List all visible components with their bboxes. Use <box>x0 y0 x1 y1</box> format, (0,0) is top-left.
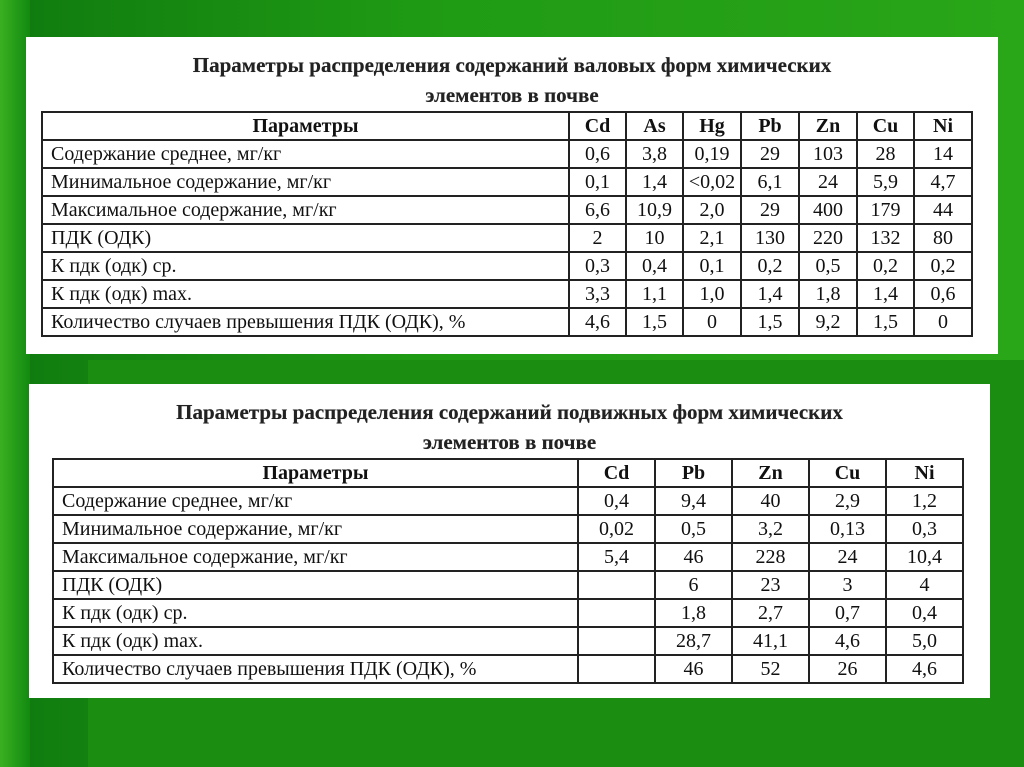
table-cell: 1,4 <box>741 280 799 308</box>
table-row <box>42 252 972 280</box>
table-cell: 0,02 <box>578 515 655 543</box>
table-row <box>53 515 963 543</box>
table-row <box>53 627 963 655</box>
row-label: К пдк (одк) max. <box>42 280 569 308</box>
table-cell: 0,7 <box>809 599 886 627</box>
table-cell: <0,02 <box>683 168 741 196</box>
table-row <box>42 224 972 252</box>
table-cell: 1,8 <box>799 280 857 308</box>
table-cell: 46 <box>655 655 732 683</box>
table-cell: 6 <box>655 571 732 599</box>
table-cell: 14 <box>914 140 972 168</box>
row-label: К пдк (одк) max. <box>53 627 578 655</box>
mobile-forms-title <box>29 397 990 457</box>
table-cell: 5,0 <box>886 627 963 655</box>
table-cell <box>578 599 655 627</box>
gross-forms-title <box>26 50 998 110</box>
table-cell: 0,6 <box>569 140 626 168</box>
row-label: Максимальное содержание, мг/кг <box>42 196 569 224</box>
table-cell: 0,6 <box>914 280 972 308</box>
table-header-row <box>42 112 972 140</box>
gross-forms-table <box>41 111 973 337</box>
table-row <box>42 308 972 336</box>
table-cell: 0,13 <box>809 515 886 543</box>
table-cell: 1,5 <box>626 308 683 336</box>
table-cell: 1,1 <box>626 280 683 308</box>
table-row <box>53 487 963 515</box>
table-cell: 52 <box>732 655 809 683</box>
column-header-as: As <box>626 112 683 140</box>
row-label: Максимальное содержание, мг/кг <box>53 543 578 571</box>
row-label: Минимальное содержание, мг/кг <box>53 515 578 543</box>
table-cell: 44 <box>914 196 972 224</box>
table-row <box>42 168 972 196</box>
table-cell: 1,2 <box>886 487 963 515</box>
table-cell: 0,3 <box>886 515 963 543</box>
table-cell: 1,5 <box>741 308 799 336</box>
table-cell: 1,4 <box>626 168 683 196</box>
table-row <box>53 655 963 683</box>
table-cell: 80 <box>914 224 972 252</box>
table-row <box>53 571 963 599</box>
table-row <box>53 543 963 571</box>
table-cell: 0,1 <box>569 168 626 196</box>
column-header-zn: Zn <box>799 112 857 140</box>
table-row <box>53 599 963 627</box>
table-cell: 4,7 <box>914 168 972 196</box>
table-cell: 0,5 <box>799 252 857 280</box>
table-cell: 10 <box>626 224 683 252</box>
table-cell: 1,8 <box>655 599 732 627</box>
column-header-ni: Ni <box>914 112 972 140</box>
table-cell: 6,1 <box>741 168 799 196</box>
table-cell: 2,1 <box>683 224 741 252</box>
column-header-cd: Cd <box>569 112 626 140</box>
table-cell: 0,2 <box>741 252 799 280</box>
table-cell <box>578 571 655 599</box>
row-label: ПДК (ОДК) <box>53 571 578 599</box>
mobile-forms-title-line1: Параметры распределения содержаний подвижных форм химических <box>176 400 843 424</box>
table-cell: 9,2 <box>799 308 857 336</box>
column-header-cu: Cu <box>857 112 914 140</box>
table-cell: 0,4 <box>626 252 683 280</box>
table-header-row <box>53 459 963 487</box>
table-cell: 24 <box>809 543 886 571</box>
table-cell: 0 <box>683 308 741 336</box>
table-cell: 4 <box>886 571 963 599</box>
table-cell: 3,3 <box>569 280 626 308</box>
table-cell: 28,7 <box>655 627 732 655</box>
table-cell: 9,4 <box>655 487 732 515</box>
table-cell: 28 <box>857 140 914 168</box>
table-cell: 23 <box>732 571 809 599</box>
table-cell: 26 <box>809 655 886 683</box>
table-cell: 179 <box>857 196 914 224</box>
table-cell: 0,1 <box>683 252 741 280</box>
table-cell: 0,3 <box>569 252 626 280</box>
table-cell: 220 <box>799 224 857 252</box>
table-cell: 3,2 <box>732 515 809 543</box>
table-cell: 132 <box>857 224 914 252</box>
table-cell: 2,9 <box>809 487 886 515</box>
table-cell: 41,1 <box>732 627 809 655</box>
table-cell: 10,4 <box>886 543 963 571</box>
table-cell: 29 <box>741 140 799 168</box>
row-label: ПДК (ОДК) <box>42 224 569 252</box>
table-row <box>42 280 972 308</box>
table-cell: 2,0 <box>683 196 741 224</box>
table-cell: 5,9 <box>857 168 914 196</box>
table-cell: 6,6 <box>569 196 626 224</box>
table-cell <box>578 627 655 655</box>
column-header-parameters: Параметры <box>42 112 569 140</box>
table-cell: 0,19 <box>683 140 741 168</box>
table-cell: 4,6 <box>809 627 886 655</box>
table-cell: 228 <box>732 543 809 571</box>
table-cell: 29 <box>741 196 799 224</box>
table-cell: 1,5 <box>857 308 914 336</box>
table-cell: 10,9 <box>626 196 683 224</box>
table-cell: 0 <box>914 308 972 336</box>
column-header-ni: Ni <box>886 459 963 487</box>
column-header-cu: Cu <box>809 459 886 487</box>
table-cell: 1,0 <box>683 280 741 308</box>
table-cell: 0,4 <box>578 487 655 515</box>
row-label: К пдк (одк) ср. <box>53 599 578 627</box>
table-cell: 4,6 <box>569 308 626 336</box>
column-header-pb: Pb <box>655 459 732 487</box>
mobile-forms-title-line2: элементов в почве <box>422 430 597 454</box>
row-label: Содержание среднее, мг/кг <box>53 487 578 515</box>
row-label: К пдк (одк) ср. <box>42 252 569 280</box>
row-label: Количество случаев превышения ПДК (ОДК), % <box>42 308 569 336</box>
table-cell: 1,4 <box>857 280 914 308</box>
table-cell: 2 <box>569 224 626 252</box>
mobile-forms-table <box>52 458 964 684</box>
table-cell: 0,2 <box>857 252 914 280</box>
table-cell: 0,5 <box>655 515 732 543</box>
table-cell: 130 <box>741 224 799 252</box>
table-cell: 3 <box>809 571 886 599</box>
column-header-pb: Pb <box>741 112 799 140</box>
gross-forms-title-line1: Параметры распределения содержаний валовых форм химических <box>192 53 832 77</box>
column-header-parameters: Параметры <box>53 459 578 487</box>
table-row <box>42 140 972 168</box>
column-header-cd: Cd <box>578 459 655 487</box>
gross-forms-title-line2: элементов в почве <box>425 83 599 107</box>
table-cell: 2,7 <box>732 599 809 627</box>
table-cell: 400 <box>799 196 857 224</box>
table-cell: 103 <box>799 140 857 168</box>
table-cell: 46 <box>655 543 732 571</box>
row-label: Содержание среднее, мг/кг <box>42 140 569 168</box>
table-cell <box>578 655 655 683</box>
table-cell: 3,8 <box>626 140 683 168</box>
table-row <box>42 196 972 224</box>
column-header-hg: Hg <box>683 112 741 140</box>
row-label: Минимальное содержание, мг/кг <box>42 168 569 196</box>
gross-forms-panel <box>26 37 998 354</box>
table-cell: 40 <box>732 487 809 515</box>
table-cell: 24 <box>799 168 857 196</box>
column-header-zn: Zn <box>732 459 809 487</box>
mobile-forms-panel <box>29 384 990 698</box>
row-label: Количество случаев превышения ПДК (ОДК), % <box>53 655 578 683</box>
table-cell: 0,4 <box>886 599 963 627</box>
table-cell: 4,6 <box>886 655 963 683</box>
table-cell: 0,2 <box>914 252 972 280</box>
table-cell: 5,4 <box>578 543 655 571</box>
